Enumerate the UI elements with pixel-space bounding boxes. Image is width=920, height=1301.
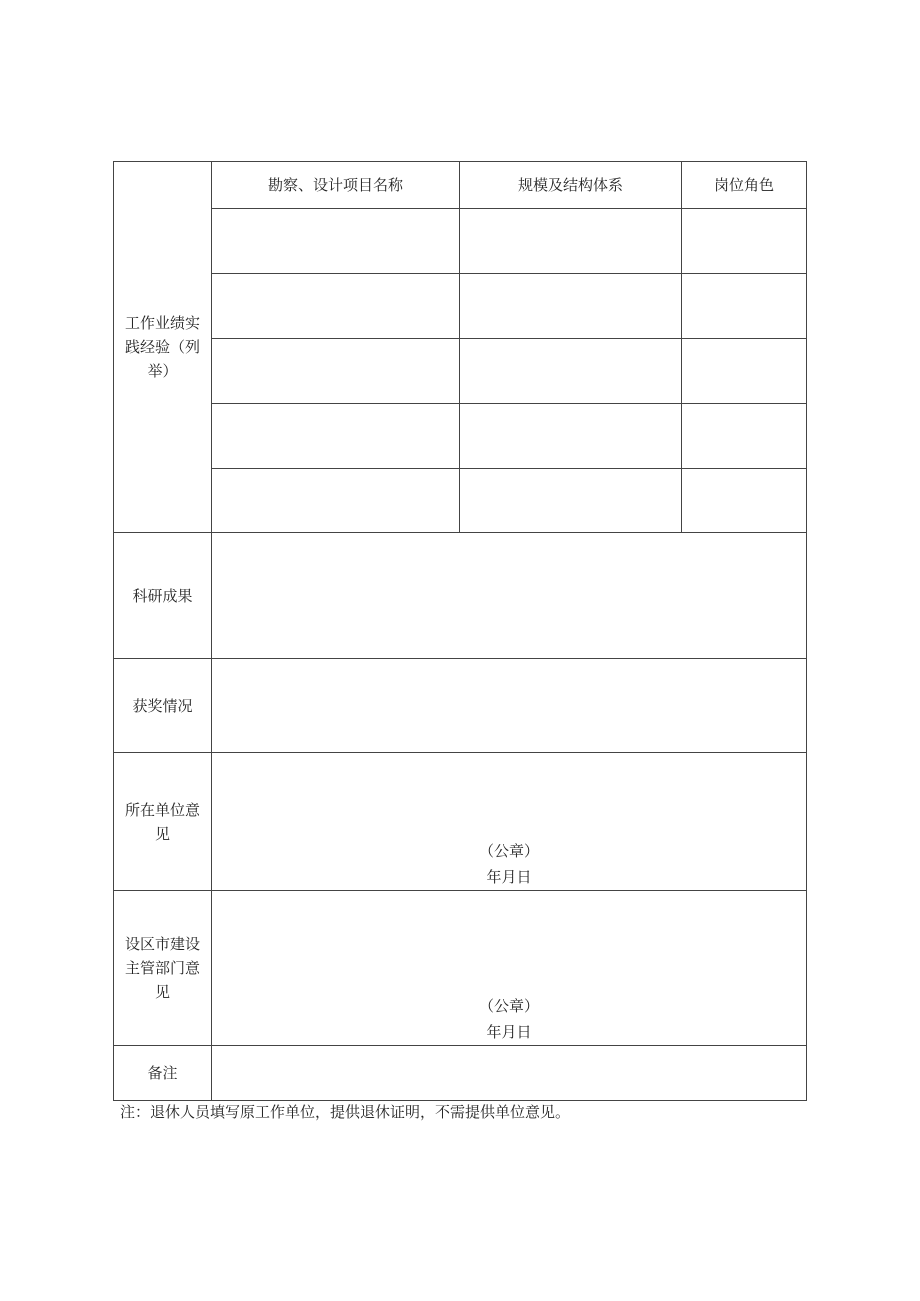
authority-signature-block [212,993,806,1045]
awards-value-cell[interactable] [212,659,807,753]
awards-row [114,659,807,753]
experience-header-row [114,162,807,209]
remarks-label: 备注 [114,1046,212,1101]
authority-date-label: 年月日 [486,1023,532,1041]
experience-row [114,274,807,339]
role-cell[interactable] [682,404,807,469]
authority-opinion-label: 设区市建设主管部门意见 [114,891,212,1046]
project-name-cell[interactable] [212,339,460,404]
authority-seal-label: （公章） [478,997,539,1015]
awards-label: 获奖情况 [114,659,212,753]
remarks-value-cell[interactable] [212,1046,807,1101]
authority-opinion-cell[interactable] [212,891,807,1046]
research-row [114,533,807,659]
role-cell[interactable] [682,209,807,274]
unit-opinion-row [114,753,807,891]
experience-row [114,209,807,274]
experience-row [114,469,807,533]
experience-row [114,404,807,469]
scale-structure-cell[interactable] [460,339,682,404]
scale-structure-cell[interactable] [460,209,682,274]
research-label: 科研成果 [114,533,212,659]
scale-structure-cell[interactable] [460,274,682,339]
scale-structure-cell[interactable] [460,469,682,533]
unit-seal-label: （公章） [478,842,539,860]
authority-opinion-row [114,891,807,1046]
scale-structure-cell[interactable] [460,404,682,469]
research-value-cell[interactable] [212,533,807,659]
project-name-cell[interactable] [212,404,460,469]
role-cell[interactable] [682,469,807,533]
unit-opinion-cell[interactable] [212,753,807,891]
role-cell[interactable] [682,274,807,339]
application-form-table [113,161,807,1101]
footnote: 注：退休人员填写原工作单位，提供退休证明，不需提供单位意见。 [120,1103,571,1121]
project-name-cell[interactable] [212,209,460,274]
unit-opinion-label: 所在单位意见 [114,753,212,891]
project-name-cell[interactable] [212,469,460,533]
scale-structure-header: 规模及结构体系 [460,162,682,209]
experience-row [114,339,807,404]
remarks-row [114,1046,807,1101]
work-experience-label: 工作业绩实践经验（列举） [114,162,212,533]
project-name-cell[interactable] [212,274,460,339]
unit-date-label: 年月日 [486,868,532,886]
role-cell[interactable] [682,339,807,404]
role-header: 岗位角色 [682,162,807,209]
project-name-header: 勘察、设计项目名称 [212,162,460,209]
unit-signature-block [212,838,806,890]
